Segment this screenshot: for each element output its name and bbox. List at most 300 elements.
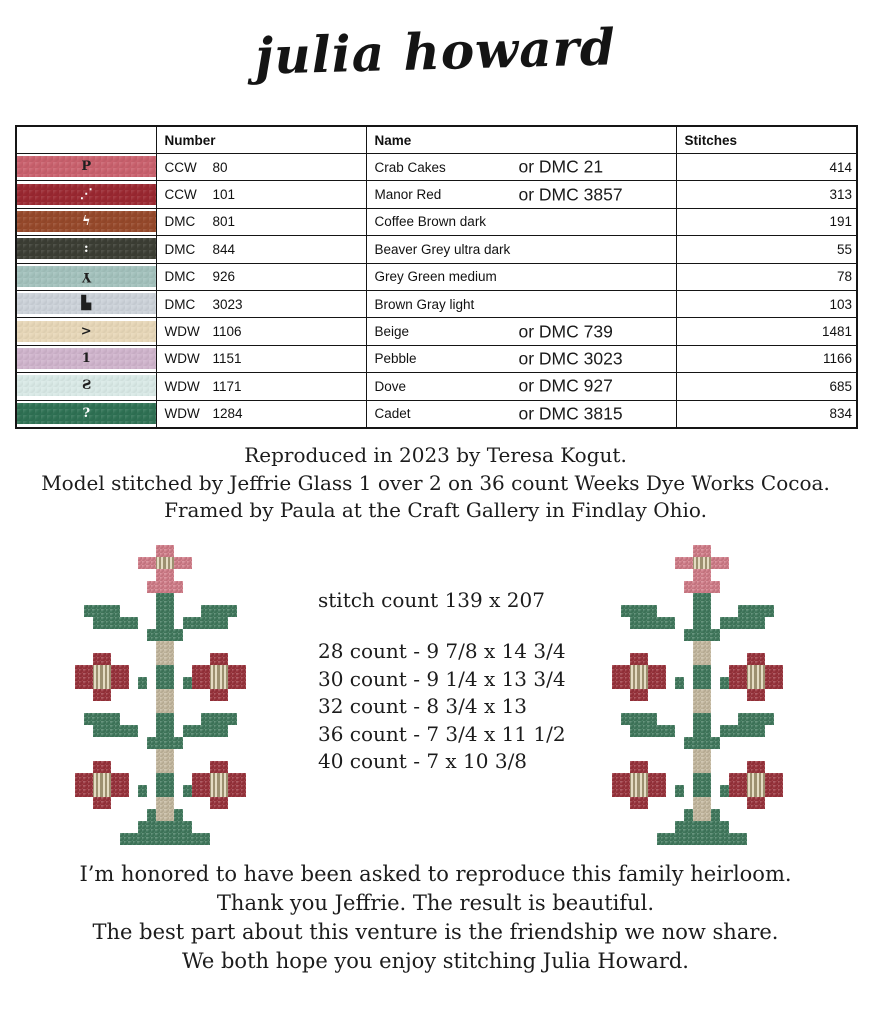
leaf-green-stitch — [156, 737, 165, 749]
empty-stitch — [75, 701, 84, 713]
empty-stitch — [147, 665, 156, 677]
empty-stitch — [612, 605, 621, 617]
brand-label: WDW — [164, 324, 200, 340]
empty-stitch — [75, 713, 84, 725]
berry-red-stitch — [75, 785, 84, 797]
empty-stitch — [684, 689, 693, 701]
empty-stitch — [666, 701, 675, 713]
thread-legend-table — [15, 125, 858, 429]
leaf-green-stitch — [738, 725, 747, 737]
leaf-green-stitch — [165, 725, 174, 737]
empty-stitch — [111, 737, 120, 749]
leaf-green-stitch — [756, 725, 765, 737]
thread-name: Pebble — [374, 351, 417, 367]
empty-stitch — [747, 557, 756, 569]
empty-stitch — [612, 809, 621, 821]
cream-center-stitch — [756, 773, 765, 785]
empty-stitch — [765, 809, 774, 821]
leaf-green-stitch — [138, 677, 147, 689]
color-swatch — [17, 321, 156, 342]
pink-flower-stitch — [156, 569, 165, 581]
empty-stitch — [648, 821, 657, 833]
empty-stitch — [747, 809, 756, 821]
empty-stitch — [183, 605, 192, 617]
empty-stitch — [765, 749, 774, 761]
empty-stitch — [129, 773, 138, 785]
stitch-count-value: 313 — [676, 181, 857, 208]
thread-row — [16, 373, 857, 400]
empty-stitch — [75, 629, 84, 641]
leaf-green-stitch — [720, 833, 729, 845]
leaf-green-stitch — [156, 725, 165, 737]
empty-stitch — [138, 569, 147, 581]
number-column-header: Number — [156, 126, 366, 154]
berry-red-stitch — [612, 773, 621, 785]
empty-stitch — [138, 797, 147, 809]
pink-flower-stitch — [693, 569, 702, 581]
empty-stitch — [237, 581, 246, 593]
empty-stitch — [720, 773, 729, 785]
leaf-green-stitch — [174, 629, 183, 641]
leaf-green-stitch — [675, 821, 684, 833]
empty-stitch — [174, 677, 183, 689]
leaf-green-stitch — [675, 833, 684, 845]
berry-red-stitch — [210, 689, 219, 701]
thread-row — [16, 236, 857, 263]
empty-stitch — [75, 593, 84, 605]
empty-stitch — [210, 749, 219, 761]
stitch-count-value: 834 — [676, 400, 857, 428]
name-cell — [366, 345, 676, 372]
empty-stitch — [666, 581, 675, 593]
empty-stitch — [648, 737, 657, 749]
leaf-green-stitch — [174, 809, 183, 821]
empty-stitch — [621, 689, 630, 701]
empty-stitch — [102, 581, 111, 593]
empty-stitch — [111, 545, 120, 557]
leaf-green-stitch — [693, 737, 702, 749]
berry-red-stitch — [237, 677, 246, 689]
empty-stitch — [738, 809, 747, 821]
empty-stitch — [201, 809, 210, 821]
berry-red-stitch — [228, 773, 237, 785]
closing-line: I’m honored to have been asked to reproduce this family heirloom. — [79, 862, 792, 886]
empty-stitch — [192, 557, 201, 569]
empty-stitch — [192, 821, 201, 833]
empty-stitch — [666, 569, 675, 581]
dmc-alternative-label: or DMC 927 — [518, 375, 613, 396]
leaf-green-stitch — [693, 713, 702, 725]
brand-label: CCW — [164, 187, 197, 203]
empty-stitch — [630, 569, 639, 581]
leaf-green-stitch — [165, 773, 174, 785]
empty-stitch — [192, 689, 201, 701]
stitch-symbol-icon: Y — [81, 268, 91, 284]
leaf-green-stitch — [720, 821, 729, 833]
number-cell — [156, 400, 366, 428]
empty-stitch — [738, 701, 747, 713]
leaf-green-stitch — [675, 677, 684, 689]
empty-stitch — [612, 701, 621, 713]
thread-name: Cadet — [374, 406, 411, 422]
leaf-green-stitch — [183, 821, 192, 833]
empty-stitch — [183, 581, 192, 593]
berry-red-stitch — [219, 797, 228, 809]
leaf-green-stitch — [621, 605, 630, 617]
empty-stitch — [237, 797, 246, 809]
empty-stitch — [756, 737, 765, 749]
empty-stitch — [612, 653, 621, 665]
thread-name: Manor Red — [374, 187, 442, 203]
empty-stitch — [675, 617, 684, 629]
empty-stitch — [201, 761, 210, 773]
empty-stitch — [630, 833, 639, 845]
symbol-cell — [16, 181, 156, 208]
empty-stitch — [183, 593, 192, 605]
leaf-green-stitch — [657, 617, 666, 629]
leaf-green-stitch — [147, 809, 156, 821]
berry-red-stitch — [237, 773, 246, 785]
cream-center-stitch — [102, 677, 111, 689]
empty-stitch — [657, 797, 666, 809]
table-header-row — [16, 126, 857, 154]
stem-beige-stitch — [693, 701, 702, 713]
empty-stitch — [756, 833, 765, 845]
empty-stitch — [666, 785, 675, 797]
stem-beige-stitch — [156, 641, 165, 653]
empty-stitch — [621, 593, 630, 605]
empty-stitch — [774, 761, 783, 773]
empty-stitch — [729, 593, 738, 605]
empty-stitch — [237, 545, 246, 557]
leaf-green-stitch — [702, 725, 711, 737]
leaf-green-stitch — [111, 725, 120, 737]
empty-stitch — [720, 737, 729, 749]
berry-red-stitch — [93, 689, 102, 701]
empty-stitch — [129, 629, 138, 641]
empty-stitch — [120, 629, 129, 641]
empty-stitch — [684, 617, 693, 629]
empty-stitch — [666, 809, 675, 821]
leaf-green-stitch — [93, 605, 102, 617]
empty-stitch — [738, 749, 747, 761]
leaf-green-stitch — [201, 713, 210, 725]
empty-stitch — [129, 641, 138, 653]
leaf-green-stitch — [192, 833, 201, 845]
empty-stitch — [639, 833, 648, 845]
empty-stitch — [648, 689, 657, 701]
empty-stitch — [102, 545, 111, 557]
empty-stitch — [174, 761, 183, 773]
berry-red-stitch — [657, 677, 666, 689]
empty-stitch — [138, 641, 147, 653]
empty-stitch — [675, 641, 684, 653]
cream-center-stitch — [93, 677, 102, 689]
empty-stitch — [612, 821, 621, 833]
berry-red-stitch — [630, 653, 639, 665]
empty-stitch — [102, 821, 111, 833]
stem-beige-stitch — [156, 689, 165, 701]
leaf-green-stitch — [639, 725, 648, 737]
stem-beige-stitch — [165, 749, 174, 761]
empty-stitch — [237, 725, 246, 737]
empty-stitch — [711, 653, 720, 665]
empty-stitch — [237, 713, 246, 725]
stitch-count-info — [318, 588, 566, 776]
designer-signature: julia howard — [254, 17, 617, 86]
stem-beige-stitch — [702, 653, 711, 665]
stem-beige-stitch — [693, 689, 702, 701]
empty-stitch — [219, 545, 228, 557]
symbol-cell — [16, 154, 156, 181]
empty-stitch — [147, 545, 156, 557]
empty-stitch — [120, 797, 129, 809]
empty-stitch — [747, 749, 756, 761]
empty-stitch — [648, 833, 657, 845]
empty-stitch — [774, 593, 783, 605]
stem-beige-stitch — [693, 761, 702, 773]
leaf-green-stitch — [693, 617, 702, 629]
leaf-green-stitch — [648, 725, 657, 737]
empty-stitch — [630, 809, 639, 821]
empty-stitch — [237, 617, 246, 629]
empty-stitch — [93, 581, 102, 593]
empty-stitch — [720, 797, 729, 809]
stem-beige-stitch — [702, 701, 711, 713]
brand-label: WDW — [164, 406, 200, 422]
empty-stitch — [711, 677, 720, 689]
empty-stitch — [93, 545, 102, 557]
empty-stitch — [648, 557, 657, 569]
empty-stitch — [657, 713, 666, 725]
empty-stitch — [84, 545, 93, 557]
berry-red-stitch — [765, 773, 774, 785]
empty-stitch — [657, 629, 666, 641]
leaf-green-stitch — [720, 785, 729, 797]
leaf-green-stitch — [639, 617, 648, 629]
empty-stitch — [756, 569, 765, 581]
empty-stitch — [765, 581, 774, 593]
leaf-green-stitch — [84, 713, 93, 725]
berry-red-stitch — [219, 689, 228, 701]
empty-stitch — [183, 761, 192, 773]
empty-stitch — [711, 689, 720, 701]
berry-red-stitch — [729, 677, 738, 689]
berry-red-stitch — [657, 665, 666, 677]
empty-stitch — [747, 641, 756, 653]
empty-stitch — [621, 833, 630, 845]
leaf-green-stitch — [729, 725, 738, 737]
color-swatch — [17, 211, 156, 232]
leaf-green-stitch — [165, 665, 174, 677]
empty-stitch — [612, 557, 621, 569]
leaf-green-stitch — [228, 713, 237, 725]
empty-stitch — [120, 557, 129, 569]
cream-center-stitch — [93, 773, 102, 785]
empty-stitch — [228, 809, 237, 821]
leaf-green-stitch — [156, 713, 165, 725]
empty-stitch — [237, 629, 246, 641]
leaf-green-stitch — [702, 629, 711, 641]
leaf-green-stitch — [165, 593, 174, 605]
empty-stitch — [621, 653, 630, 665]
symbol-cell — [16, 373, 156, 400]
empty-stitch — [765, 797, 774, 809]
empty-stitch — [720, 545, 729, 557]
pink-flower-stitch — [693, 581, 702, 593]
empty-stitch — [210, 833, 219, 845]
berry-red-stitch — [630, 797, 639, 809]
dmc-alternative-label: or DMC 21 — [518, 156, 604, 177]
empty-stitch — [720, 581, 729, 593]
empty-stitch — [666, 737, 675, 749]
thread-number: 101 — [212, 187, 236, 203]
empty-stitch — [192, 749, 201, 761]
empty-stitch — [183, 749, 192, 761]
empty-stitch — [666, 689, 675, 701]
stem-beige-stitch — [165, 653, 174, 665]
berry-red-stitch — [648, 785, 657, 797]
empty-stitch — [684, 749, 693, 761]
berry-red-stitch — [738, 677, 747, 689]
empty-stitch — [666, 605, 675, 617]
leaf-green-stitch — [684, 821, 693, 833]
empty-stitch — [147, 593, 156, 605]
empty-stitch — [684, 785, 693, 797]
empty-stitch — [75, 725, 84, 737]
stem-beige-stitch — [702, 689, 711, 701]
empty-stitch — [84, 725, 93, 737]
thread-number: 844 — [212, 241, 236, 257]
thread-row — [16, 318, 857, 345]
berry-red-stitch — [210, 761, 219, 773]
empty-stitch — [210, 593, 219, 605]
berry-red-stitch — [729, 665, 738, 677]
empty-stitch — [657, 821, 666, 833]
berry-red-stitch — [747, 797, 756, 809]
berry-red-stitch — [639, 689, 648, 701]
empty-stitch — [684, 797, 693, 809]
empty-stitch — [657, 749, 666, 761]
leaf-green-stitch — [219, 713, 228, 725]
cream-center-stitch — [210, 773, 219, 785]
berry-red-stitch — [84, 785, 93, 797]
empty-stitch — [711, 593, 720, 605]
brand-label: DMC — [164, 241, 196, 257]
leaf-green-stitch — [120, 617, 129, 629]
empty-stitch — [129, 605, 138, 617]
empty-stitch — [75, 689, 84, 701]
leaf-green-stitch — [711, 737, 720, 749]
empty-stitch — [720, 593, 729, 605]
empty-stitch — [219, 641, 228, 653]
empty-stitch — [210, 629, 219, 641]
empty-stitch — [648, 581, 657, 593]
stem-beige-stitch — [156, 761, 165, 773]
leaf-green-stitch — [693, 725, 702, 737]
empty-stitch — [621, 761, 630, 773]
empty-stitch — [639, 629, 648, 641]
leaf-green-stitch — [702, 593, 711, 605]
brand-label: DMC — [164, 269, 196, 285]
empty-stitch — [102, 569, 111, 581]
empty-stitch — [756, 629, 765, 641]
leaf-green-stitch — [684, 809, 693, 821]
stem-beige-stitch — [702, 809, 711, 821]
empty-stitch — [774, 629, 783, 641]
berry-red-stitch — [756, 689, 765, 701]
stem-beige-stitch — [702, 641, 711, 653]
empty-stitch — [675, 605, 684, 617]
empty-stitch — [84, 761, 93, 773]
empty-stitch — [75, 821, 84, 833]
cream-center-stitch — [630, 785, 639, 797]
empty-stitch — [774, 605, 783, 617]
empty-stitch — [666, 557, 675, 569]
stem-beige-stitch — [165, 641, 174, 653]
number-cell — [156, 373, 366, 400]
pink-flower-stitch — [720, 557, 729, 569]
empty-stitch — [210, 809, 219, 821]
empty-stitch — [174, 653, 183, 665]
thread-number: 1106 — [212, 324, 242, 340]
empty-stitch — [612, 545, 621, 557]
color-swatch — [17, 348, 156, 369]
empty-stitch — [129, 689, 138, 701]
leaf-green-stitch — [702, 737, 711, 749]
berry-red-stitch — [648, 773, 657, 785]
empty-stitch — [228, 689, 237, 701]
empty-stitch — [174, 569, 183, 581]
pink-flower-stitch — [711, 557, 720, 569]
berry-red-stitch — [210, 797, 219, 809]
empty-stitch — [201, 629, 210, 641]
stem-beige-stitch — [165, 701, 174, 713]
empty-stitch — [666, 761, 675, 773]
empty-stitch — [129, 581, 138, 593]
empty-stitch — [210, 641, 219, 653]
empty-stitch — [639, 809, 648, 821]
empty-stitch — [129, 737, 138, 749]
empty-stitch — [630, 749, 639, 761]
empty-stitch — [684, 641, 693, 653]
empty-stitch — [630, 641, 639, 653]
empty-stitch — [747, 581, 756, 593]
empty-stitch — [720, 629, 729, 641]
thread-number: 1284 — [212, 406, 243, 422]
empty-stitch — [228, 617, 237, 629]
empty-stitch — [210, 737, 219, 749]
empty-stitch — [711, 725, 720, 737]
leaf-green-stitch — [147, 833, 156, 845]
empty-stitch — [621, 749, 630, 761]
berry-red-stitch — [774, 665, 783, 677]
empty-stitch — [729, 581, 738, 593]
empty-stitch — [84, 737, 93, 749]
empty-stitch — [210, 569, 219, 581]
stem-beige-stitch — [693, 797, 702, 809]
color-swatch — [17, 375, 156, 396]
empty-stitch — [765, 641, 774, 653]
pink-flower-stitch — [711, 581, 720, 593]
empty-stitch — [612, 761, 621, 773]
empty-stitch — [237, 761, 246, 773]
empty-stitch — [201, 749, 210, 761]
empty-stitch — [612, 725, 621, 737]
empty-stitch — [612, 629, 621, 641]
empty-stitch — [765, 737, 774, 749]
empty-stitch — [756, 581, 765, 593]
